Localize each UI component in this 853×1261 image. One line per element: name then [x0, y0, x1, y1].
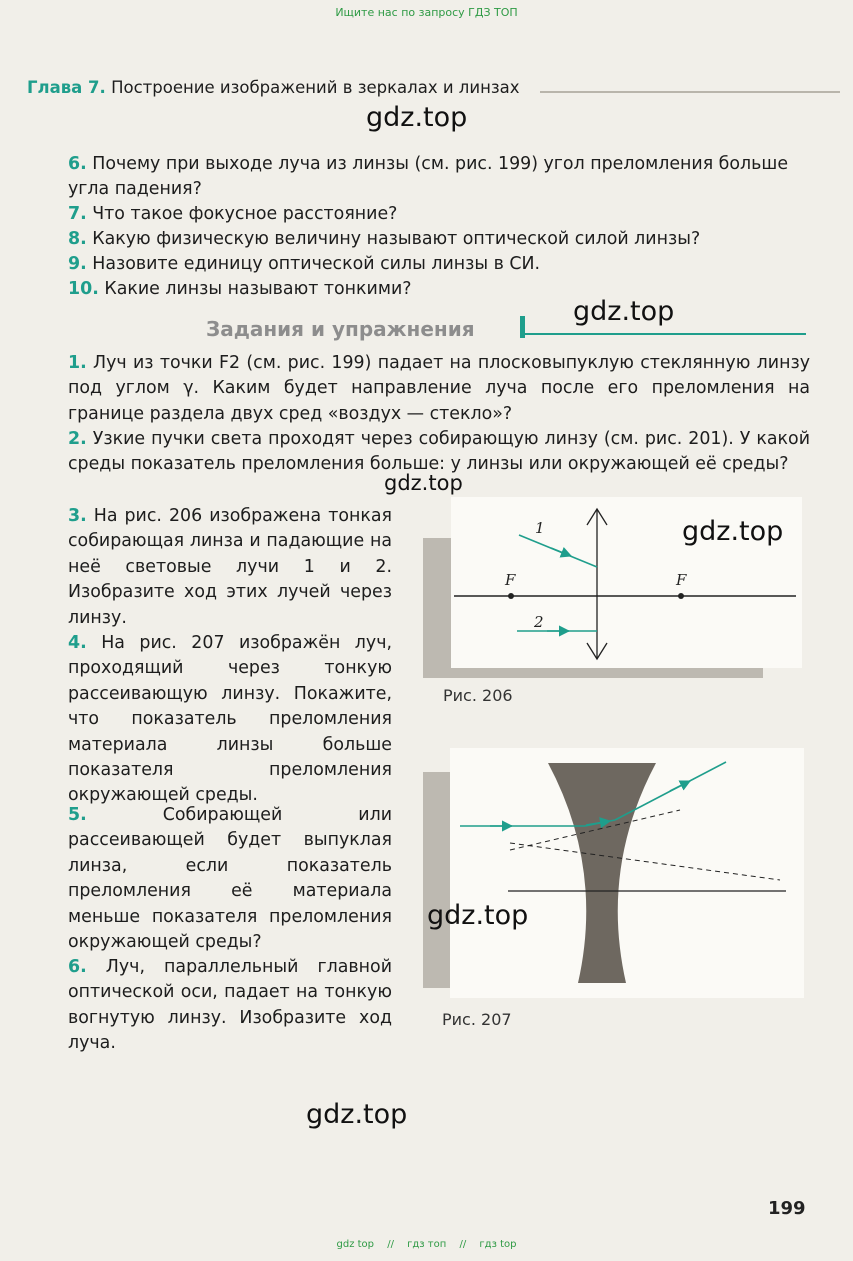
section-title: Задания и упражнения — [206, 317, 475, 341]
task-5 — [68, 803, 392, 955]
task-number: 6. — [68, 957, 87, 977]
task-number: 3. — [68, 506, 87, 526]
task-text: Узкие пучки света проходят через собирающую линзу (см. рис. 201). У какой среды показатель преломления больше: у линзы или окружающей её среды? — [68, 429, 810, 475]
task-4 — [68, 631, 392, 809]
task-number: 2. — [68, 429, 87, 449]
fig207-concave-lens — [548, 763, 656, 983]
fig206-caption: Рис. 206 — [443, 686, 513, 705]
question-number: 7. — [68, 204, 87, 224]
task-number: 5. — [68, 805, 87, 825]
question-number: 6. — [68, 154, 87, 174]
task-text: Луч, параллельный главной оптической оси, падает на тонкую вогнутую линзу. Изобразите ход луча. — [68, 957, 392, 1054]
footer-link-1[interactable]: gdz top — [336, 1239, 375, 1250]
page-number: 199 — [768, 1198, 806, 1219]
question-10 — [68, 277, 411, 302]
fig206-ray-1-arrow — [551, 548, 571, 556]
question-6 — [68, 152, 810, 202]
task-3 — [68, 504, 392, 631]
task-1 — [68, 351, 810, 427]
question-number: 10. — [68, 279, 99, 299]
task-text: Собирающей или рассеивающей будет выпуклая линза, если показатель преломления её материала меньше показателя преломления окружающей среды? — [68, 805, 392, 953]
task-text: Луч из точки F2 (см. рис. 199) падает на плосковыпуклую стеклянную линзу под углом γ. Каким будет направление луча после его преломления на границе раздела двух сред «воздух — стекло»? — [68, 353, 810, 424]
chapter-rule — [540, 91, 840, 93]
footer-link-2[interactable]: гдз топ — [407, 1239, 447, 1250]
fig207-diagram — [450, 748, 804, 998]
task-number: 4. — [68, 633, 87, 653]
fig206-focus-label-right: F — [676, 571, 687, 589]
section-rule — [524, 333, 806, 335]
fig206-focus-left — [508, 593, 514, 599]
question-7 — [68, 202, 397, 227]
question-number: 8. — [68, 229, 87, 249]
watermark: gdz.top — [366, 102, 468, 133]
top-search-note: Ищите нас по запросу ГДЗ ТОП — [335, 6, 518, 19]
task-text: На рис. 206 изображена тонкая собирающая линза и падающие на неё световые лучи 1 и 2. Изобразите ход этих лучей через линзу. — [68, 506, 392, 628]
chapter-label: Глава 7. — [27, 78, 106, 97]
question-text: Почему при выходе луча из линзы (см. рис. 199) угол преломления больше угла падения? — [68, 154, 789, 199]
chapter-header — [27, 78, 520, 97]
chapter-title: Построение изображений в зеркалах и линзах — [111, 78, 520, 97]
watermark: gdz.top — [384, 471, 463, 495]
question-8 — [68, 227, 700, 252]
footer-note — [0, 1239, 853, 1250]
fig207-caption: Рис. 207 — [442, 1010, 512, 1029]
fig206-focus-label-left: F — [505, 571, 516, 589]
question-text: Назовите единицу оптической силы линзы в СИ. — [92, 254, 541, 274]
task-text: На рис. 207 изображён луч, проходящий через тонкую рассеивающую линзу. Покажите, что показатель преломления материала линзы больше показателя преломления окружающей среды. — [68, 633, 393, 806]
question-number: 9. — [68, 254, 87, 274]
watermark: gdz.top — [306, 1099, 408, 1130]
fig207-emergent-arrow — [670, 781, 690, 791]
question-text: Что такое фокусное расстояние? — [92, 204, 398, 224]
footer-separator: // — [387, 1239, 394, 1250]
fig206-ray-2-label: 2 — [534, 613, 544, 631]
fig206-focus-right — [678, 593, 684, 599]
watermark: gdz.top — [427, 900, 529, 931]
footer-separator: // — [459, 1239, 467, 1250]
task-6 — [68, 955, 392, 1057]
footer-link-3[interactable]: гдз top — [479, 1239, 517, 1250]
task-number: 1. — [68, 353, 87, 373]
question-text: Какую физическую величину называют оптической силой линзы? — [92, 229, 701, 249]
watermark: gdz.top — [682, 516, 784, 547]
question-text: Какие линзы называют тонкими? — [104, 279, 412, 299]
watermark: gdz.top — [573, 296, 675, 327]
fig206-ray-1-label: 1 — [535, 519, 545, 537]
fig207-dashed-guide-1 — [510, 843, 780, 880]
question-9 — [68, 252, 540, 277]
